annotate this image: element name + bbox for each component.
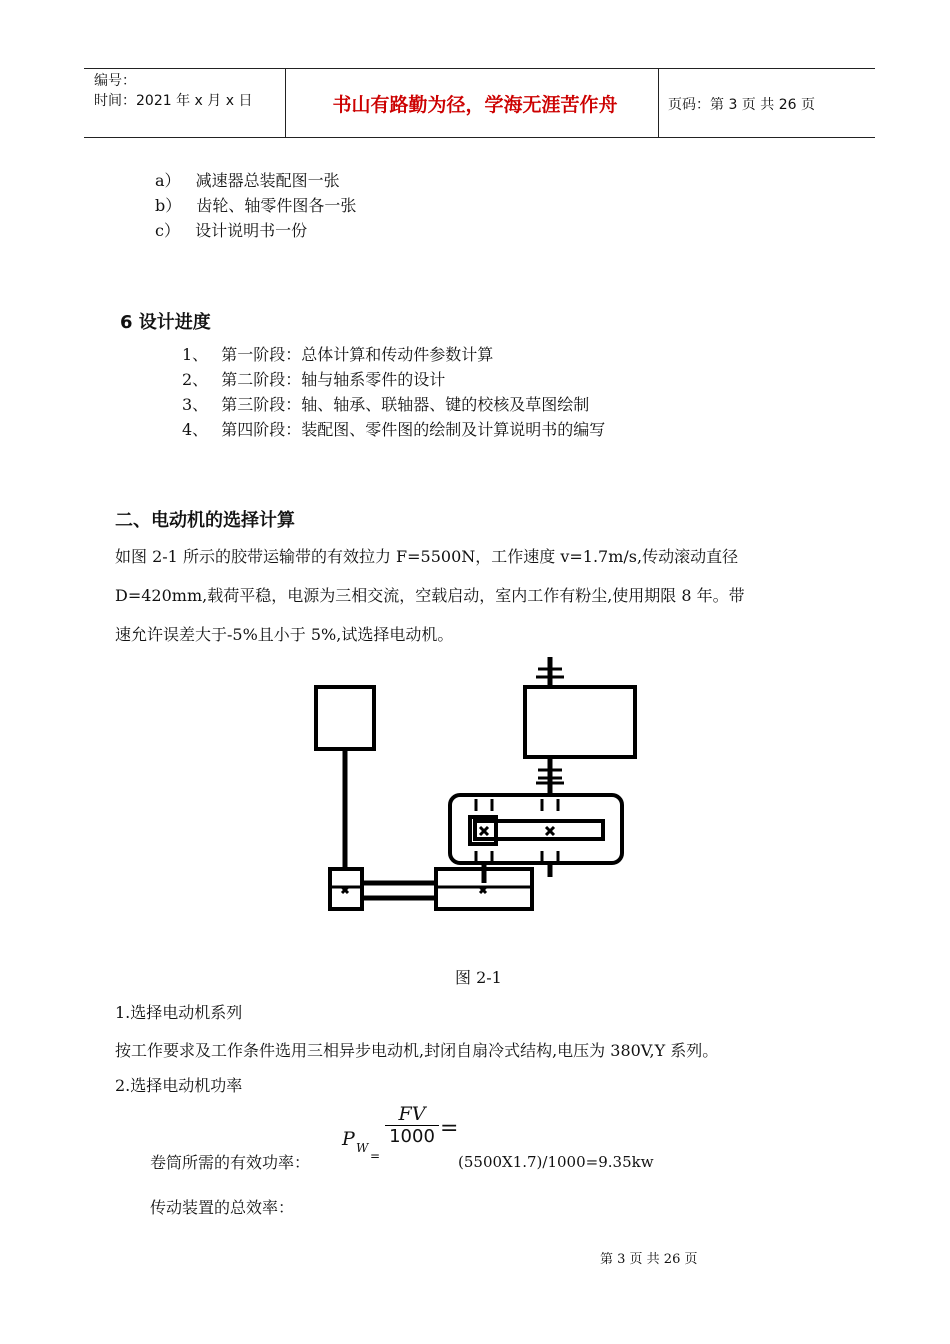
list-item	[155, 221, 307, 241]
step-title: 1.选择电动机系列	[115, 1003, 243, 1022]
list-item	[182, 345, 493, 365]
list-marker: 2、	[182, 370, 209, 389]
list-item	[182, 395, 589, 415]
formula-equals: =	[440, 1116, 459, 1141]
figure-caption: 图 2-1	[455, 968, 502, 987]
formula-result: (5500X1.7)/1000=9.35kw	[458, 1153, 654, 1171]
list-item	[155, 171, 340, 191]
header-motto: 书山有路勤为径，学海无涯苦作舟	[332, 94, 618, 116]
formula-equals: =	[370, 1149, 381, 1163]
formula-subscript: W	[356, 1141, 369, 1155]
paragraph-line: D=420mm,载荷平稳，电源为三相交流，空载启动，室内工作有粉尘,使用期限 8 年。带	[115, 586, 745, 605]
step-text: 按工作要求及工作条件选用三相异步电动机,封闭自扇冷式结构,电压为 380V,Y 系列。	[115, 1041, 719, 1060]
section-heading: 二、电动机的选择计算	[115, 510, 295, 531]
header-number-label: 编号：	[94, 73, 136, 89]
list-item	[155, 196, 356, 216]
list-text: 第三阶段：轴、轴承、联轴器、键的校核及草图绘制	[221, 395, 590, 414]
list-item	[182, 370, 445, 390]
transmission-diagram	[300, 655, 660, 920]
list-text: 第一阶段：总体计算和传动件参数计算	[221, 345, 494, 364]
list-item	[182, 420, 605, 440]
section-heading: 6 设计进度	[120, 312, 211, 333]
list-text: 设计说明书一份	[195, 221, 308, 240]
list-text: 第二阶段：轴与轴系零件的设计	[221, 370, 446, 389]
header-divider	[285, 69, 286, 137]
paragraph-line: 速允许误差大于-5%且小于 5%,试选择电动机。	[115, 625, 454, 644]
list-text: 第四阶段：装配图、零件图的绘制及计算说明书的编写	[221, 420, 606, 439]
list-marker: a）	[155, 171, 181, 190]
list-text: 减速器总装配图一张	[195, 171, 340, 190]
footer-page-number: 第 3 页 共 26 页	[600, 1252, 698, 1267]
header-time-label: 时间：2021 年 x 月 x 日	[94, 93, 253, 109]
list-marker: b）	[155, 196, 182, 215]
motor	[316, 687, 374, 749]
list-marker: c）	[155, 221, 180, 240]
list-marker: 3、	[182, 395, 209, 414]
efficiency-label: 传动装置的总效率：	[150, 1198, 295, 1217]
power-label: 卷筒所需的有效功率：	[150, 1153, 311, 1172]
list-text: 齿轮、轴零件图各一张	[196, 196, 357, 215]
formula-fraction	[385, 1103, 439, 1147]
drum	[525, 687, 635, 757]
formula-symbol: P	[342, 1128, 355, 1150]
formula-numerator: FV	[398, 1103, 426, 1125]
paragraph-line: 如图 2-1 所示的胶带运输带的有效拉力 F=5500N，工作速度 v=1.7m/s,传动滚动直径	[115, 547, 739, 566]
list-marker: 4、	[182, 420, 209, 439]
list-marker: 1、	[182, 345, 209, 364]
header-page-info: 页码：第 3 页 共 26 页	[668, 97, 815, 113]
step-title: 2.选择电动机功率	[115, 1076, 243, 1095]
formula-denominator: 1000	[385, 1125, 439, 1147]
